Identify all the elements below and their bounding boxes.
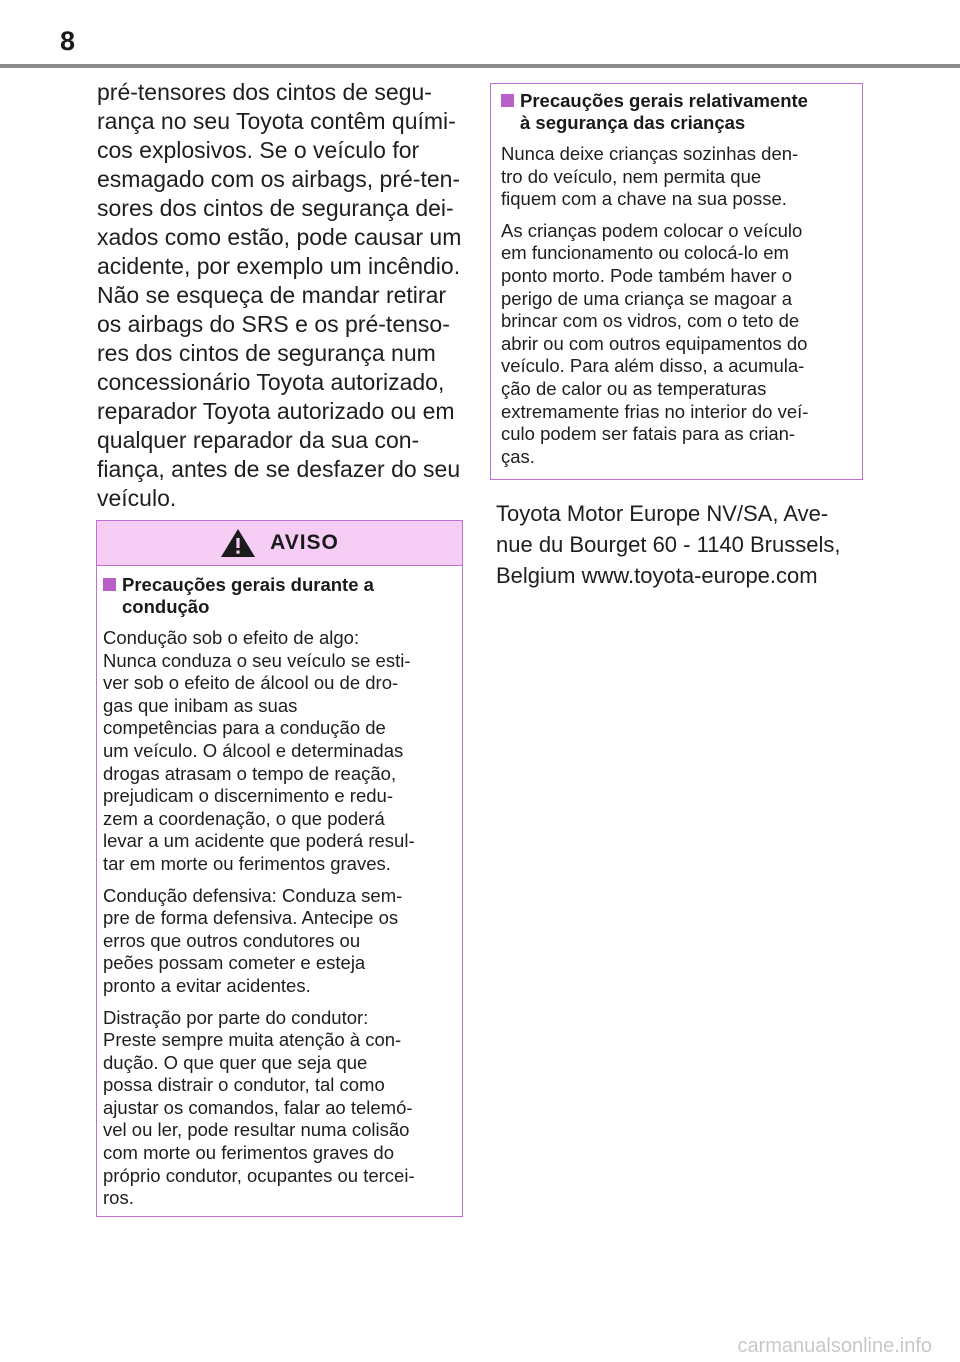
heading-line: à segurança das crianças bbox=[520, 112, 746, 133]
text-line: pré-tensores dos cintos de segu- bbox=[97, 79, 432, 105]
text-line: cos explosivos. Se o veículo for bbox=[97, 137, 420, 163]
text-line: reparador Toyota autorizado ou em bbox=[97, 398, 455, 424]
heading-line: condução bbox=[122, 596, 210, 617]
paragraph-hazards bbox=[501, 220, 850, 469]
text-line: Nunca conduza o seu veículo se esti- bbox=[103, 649, 411, 671]
text-line: pre de forma defensiva. Antecipe os bbox=[103, 907, 399, 929]
warning-header bbox=[97, 521, 462, 566]
text-line: ajustar os comandos, falar ao telemó- bbox=[103, 1096, 413, 1118]
text-line: prejudicam o discernimento e redu- bbox=[103, 785, 393, 807]
section-heading-text bbox=[122, 574, 374, 618]
paragraph-alone bbox=[501, 143, 850, 211]
text-line: ponto morto. Pode também haver o bbox=[501, 264, 793, 286]
text-line: perigo de uma criança se magoar a bbox=[501, 287, 793, 309]
text-line: tro do veículo, nem permita que bbox=[501, 165, 762, 187]
text-line: possa distrair o condutor, tal como bbox=[103, 1074, 385, 1096]
text-line: em funcionamento ou colocá-lo em bbox=[501, 242, 789, 264]
page-number: 8 bbox=[60, 26, 76, 56]
text-line: extremamente frias no interior do veí- bbox=[501, 400, 809, 422]
header-rule bbox=[0, 64, 960, 68]
children-safety-box bbox=[490, 83, 863, 480]
text-line: acidente, por exemplo um incêndio. bbox=[97, 253, 461, 279]
text-line: ros. bbox=[103, 1187, 134, 1209]
text-line: dução. O que quer que seja que bbox=[103, 1051, 368, 1073]
text-line: os airbags do SRS e os pré-tenso- bbox=[97, 311, 450, 337]
manufacturer-address bbox=[496, 498, 866, 591]
text-line: concessionário Toyota autorizado, bbox=[97, 369, 445, 395]
text-line: Distração por parte do condutor: bbox=[103, 1006, 369, 1028]
text-line: As crianças podem colocar o veículo bbox=[501, 219, 803, 241]
text-line: fiquem com a chave na sua posse. bbox=[501, 188, 787, 210]
section-heading-children bbox=[501, 90, 850, 134]
text-line: pronto a evitar acidentes. bbox=[103, 974, 311, 996]
text-line: Belgium www.toyota-europe.com bbox=[496, 563, 818, 588]
text-line: levar a um acidente que poderá resul- bbox=[103, 830, 415, 852]
text-line: peões possam cometer e esteja bbox=[103, 952, 366, 974]
text-line: ção de calor ou as temperaturas bbox=[501, 377, 767, 399]
text-line: veículo. bbox=[97, 485, 177, 511]
section-heading-driving bbox=[103, 574, 450, 618]
text-line: próprio condutor, ocupantes ou tercei- bbox=[103, 1164, 415, 1186]
text-line: Não se esqueça de mandar retirar bbox=[97, 282, 447, 308]
body-text bbox=[97, 78, 469, 513]
text-line: Toyota Motor Europe NV/SA, Ave- bbox=[496, 501, 829, 526]
paragraph-distraction bbox=[103, 1007, 450, 1210]
text-line: Preste sempre muita atenção à con- bbox=[103, 1029, 402, 1051]
text-line: res dos cintos de segurança num bbox=[97, 340, 436, 366]
text-line: gas que inibam as suas bbox=[103, 694, 298, 716]
warning-title: AVISO bbox=[270, 531, 339, 554]
square-bullet-icon bbox=[501, 94, 514, 107]
text-line: abrir ou com outros equipamentos do bbox=[501, 332, 808, 354]
text-line: Condução defensiva: Conduza sem- bbox=[103, 884, 403, 906]
warning-box bbox=[96, 520, 463, 1217]
text-line: Nunca deixe crianças sozinhas den- bbox=[501, 143, 799, 164]
text-line: erros que outros condutores ou bbox=[103, 929, 361, 951]
text-line: xados como estão, pode causar um bbox=[97, 224, 462, 250]
paragraph-defensive bbox=[103, 885, 450, 998]
text-line: drogas atrasam o tempo de reação, bbox=[103, 762, 397, 784]
text-line: culo podem ser fatais para as crian- bbox=[501, 423, 796, 445]
warning-triangle-icon bbox=[220, 528, 256, 558]
heading-line: Precauções gerais durante a bbox=[122, 574, 374, 595]
text-line: vel ou ler, pode resultar numa colisão bbox=[103, 1119, 410, 1141]
text-line: Condução sob o efeito de algo: bbox=[103, 627, 360, 648]
text-line: tar em morte ou ferimentos graves. bbox=[103, 852, 391, 874]
text-line: um veículo. O álcool e determinadas bbox=[103, 739, 404, 761]
text-line: rança no seu Toyota contêm quími- bbox=[97, 108, 456, 134]
text-line: ver sob o efeito de álcool ou de dro- bbox=[103, 672, 399, 694]
text-line: sores dos cintos de segurança dei- bbox=[97, 195, 454, 221]
text-line: qualquer reparador da sua con- bbox=[97, 427, 420, 453]
heading-line: Precauções gerais relativamente bbox=[520, 90, 808, 111]
text-line: fiança, antes de se desfazer do seu bbox=[97, 456, 461, 482]
text-line: zem a coordenação, o que poderá bbox=[103, 807, 385, 829]
text-line: esmagado com os airbags, pré-ten- bbox=[97, 166, 461, 192]
text-line: nue du Bourget 60 - 1140 Brussels, bbox=[496, 532, 841, 557]
watermark: carmanualsonline.info bbox=[737, 1335, 932, 1357]
text-line: brincar com os vidros, com o teto de bbox=[501, 310, 800, 332]
square-bullet-icon bbox=[103, 578, 116, 591]
text-line: com morte ou ferimentos graves do bbox=[103, 1142, 394, 1164]
paragraph-influence bbox=[103, 627, 450, 876]
text-line: ças. bbox=[501, 445, 535, 467]
text-line: competências para a condução de bbox=[103, 717, 386, 739]
section-heading-text bbox=[520, 90, 808, 134]
text-line: veículo. Para além disso, a acumula- bbox=[501, 355, 805, 377]
